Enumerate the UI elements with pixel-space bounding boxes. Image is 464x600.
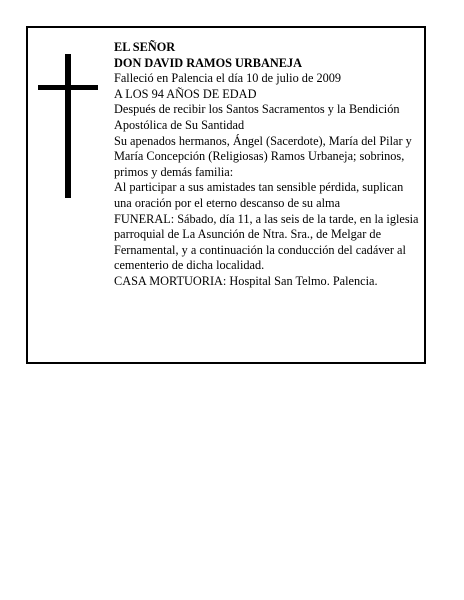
age-at-death: A LOS 94 AÑOS DE EDAD [114, 86, 257, 101]
request-text: Al participar a sus amistades tan sensible pérdida, suplican una oración por el eterno descanso de su alma [114, 180, 404, 210]
sacraments-text: Después de recibir los Santos Sacramentos y la Bendición Apostólica de Su Santidad [114, 102, 400, 132]
funeral-text: FUNERAL: Sábado, día 11, a las seis de la tarde, en la iglesia parroquial de La Asunción de Ntra. Sra., de Melgar de Fernamental, y a continuación la conducción del cadáver al cementerio de dicha localidad. [114, 211, 419, 273]
family-text: Su apenados hermanos, Ángel (Sacerdote), María del Pilar y María Concepción (Religiosas) Ramos Urbaneja; sobrinos, primos y demás familia: [114, 133, 412, 179]
cross-vertical-bar [65, 54, 71, 198]
funeral-house-text: CASA MORTUORIA: Hospital San Telmo. Palencia. [114, 273, 378, 288]
death-info: Falleció en Palencia el día 10 de julio de 2009 [114, 71, 342, 86]
deceased-name: DON DAVID RAMOS URBANEJA [114, 55, 302, 70]
cross-horizontal-bar [38, 85, 98, 90]
cross-icon [38, 54, 98, 198]
notice-heading: EL SEÑOR [114, 40, 176, 54]
obituary-text [114, 40, 422, 290]
